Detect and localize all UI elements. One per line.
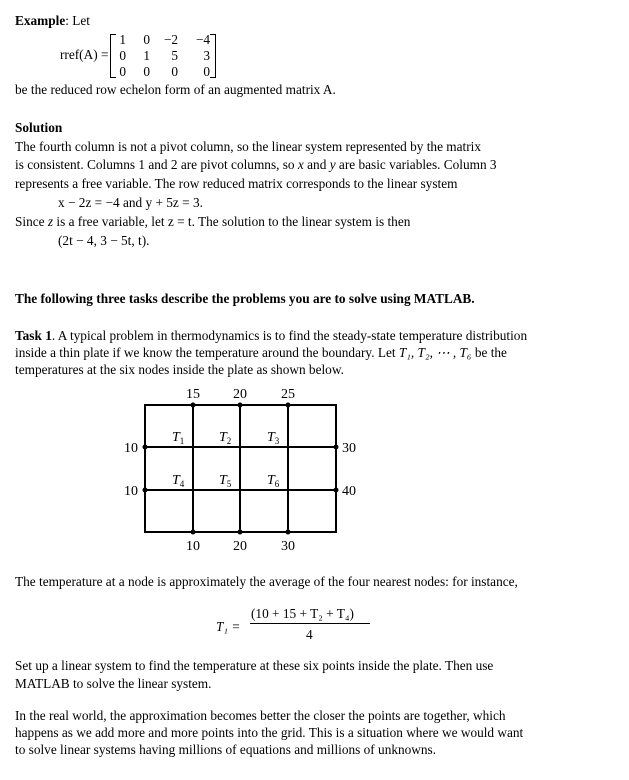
bottom-label: 30 xyxy=(281,539,295,554)
formula-numerator: (10 + 15 + T₂ + T₄) xyxy=(251,606,354,621)
top-label: 20 xyxy=(233,387,247,402)
example-label: Example xyxy=(15,13,66,28)
node-t2: $T_2$ xyxy=(219,430,232,446)
realworld-line-2: happens as we add more and more points into the grid. This is a situation where we would want xyxy=(15,725,524,740)
setup-line-1: Set up a linear system to find the temperature at these six points inside the plate. Then use xyxy=(15,658,494,673)
task1-line-1: Task 1. A typical problem in thermodynamics is to find the steady-state temperature distribution xyxy=(15,328,528,343)
boundary-dot xyxy=(334,488,339,493)
realworld-line-1: In the real world, the approximation becomes better the closer the points are together, which xyxy=(15,708,506,723)
node-t5: $T_5$ xyxy=(219,473,232,489)
left-label: 10 xyxy=(124,484,138,499)
solution-line-2: is consistent. Columns 1 and 2 are pivot columns, so x and y are basic variables. Column 3 xyxy=(15,157,497,172)
matrix-cell: 0 xyxy=(119,48,126,63)
matrix-cell: 1 xyxy=(119,32,126,47)
example-intro: Example: Let xyxy=(15,13,90,28)
right-label: 40 xyxy=(342,484,356,499)
formula-lhs: T₁ = xyxy=(216,619,241,634)
boundary-dot xyxy=(286,530,291,535)
fraction-bar xyxy=(250,623,370,624)
left-label: 10 xyxy=(124,441,138,456)
task1-label: Task 1 xyxy=(15,328,52,343)
node-labels xyxy=(172,430,280,489)
top-label: 15 xyxy=(186,387,200,402)
boundary-dot xyxy=(143,445,148,450)
matrix-cell: 0 xyxy=(143,32,150,47)
bottom-label: 20 xyxy=(233,539,247,554)
matrix-right-bracket xyxy=(210,34,216,78)
grid-lines xyxy=(145,405,336,532)
matrix-cell: 0 xyxy=(171,64,178,79)
node-t1: $T_1$ xyxy=(172,430,185,446)
matrix-cell: −2 xyxy=(163,32,178,47)
solution-line-1: The fourth column is not a pivot column, so the linear system represented by the matrix xyxy=(15,139,482,154)
node-t3: $T_3$ xyxy=(267,430,280,446)
boundary-dot xyxy=(286,403,291,408)
setup-line-2: MATLAB to solve the linear system. xyxy=(15,676,212,691)
right-label: 30 xyxy=(342,441,356,456)
boundary-dot xyxy=(238,403,243,408)
matrix-cell: 0 xyxy=(119,64,126,79)
formula-denominator: 4 xyxy=(306,627,313,642)
temperature-grid xyxy=(0,375,629,555)
realworld-line-3: to solve linear systems having millions of equations and millions of unknowns. xyxy=(15,742,437,757)
solution-answer: (2t − 4, 3 − 5t, t). xyxy=(58,233,150,248)
example-after-matrix: be the reduced row echelon form of an augmented matrix A. xyxy=(15,82,336,97)
solution-heading: Solution xyxy=(15,120,63,135)
linear-system: x − 2z = −4 and y + 5z = 3. xyxy=(58,195,203,210)
task1-line-2: inside a thin plate if we know the temperature around the boundary. Let T₁, T₂, ⋯ , T₆ be the xyxy=(15,345,507,360)
top-label: 25 xyxy=(281,387,295,402)
bottom-label: 10 xyxy=(186,539,200,554)
matrix-cell: 0 xyxy=(203,64,210,79)
matrix-cell: −4 xyxy=(195,32,210,47)
average-text: The temperature at a node is approximately the average of the four nearest nodes: for instance, xyxy=(15,574,518,589)
node-t4: $T_4$ xyxy=(172,473,185,489)
matrix-cell: 0 xyxy=(143,64,150,79)
boundary-dot xyxy=(191,403,196,408)
boundary-dot xyxy=(143,488,148,493)
solution-line-3: represents a free variable. The row reduced matrix corresponds to the linear system xyxy=(15,176,458,191)
boundary-dot xyxy=(191,530,196,535)
matrix-cell: 1 xyxy=(143,48,150,63)
tasks-heading: The following three tasks describe the problems you are to solve using MATLAB. xyxy=(15,291,475,306)
boundary-dot xyxy=(238,530,243,535)
matrix-cell: 3 xyxy=(203,48,210,63)
solution-line-5: Since z is a free variable, let z = t. The solution to the linear system is then xyxy=(15,214,411,229)
rref-label: rref(A) = xyxy=(60,47,109,62)
matrix-cell: 5 xyxy=(171,48,178,63)
boundary-dot xyxy=(334,445,339,450)
task1-line-3: temperatures at the six nodes inside the plate as shown below. xyxy=(15,362,344,377)
node-t6: $T_6$ xyxy=(267,473,280,489)
